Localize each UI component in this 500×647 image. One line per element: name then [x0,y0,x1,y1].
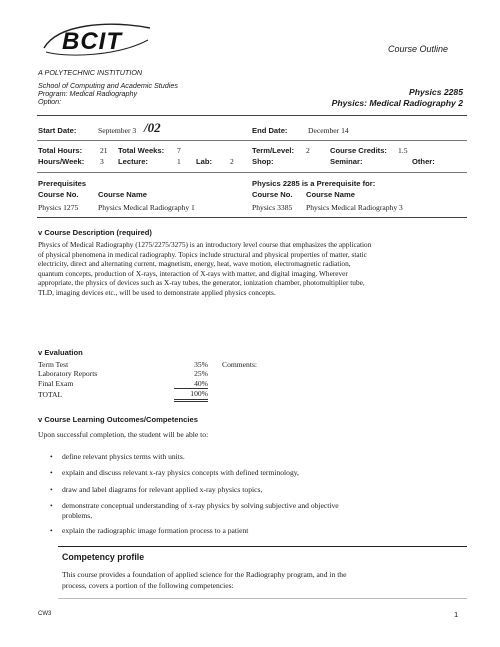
start-date-handwritten: /02 [144,120,161,135]
list-item [50,452,185,462]
competency-heading: Competency profile [62,552,145,562]
description-line: of physical phenomena in medical radiography. Topics include structural and physical properties of matter, static [38,249,367,259]
comments-label: Comments: [222,360,258,369]
start-date-label: Start Date: [38,126,77,135]
prereq-course-name: Physics Medical Radiography 1 [98,203,195,212]
prereq-for-course-name: Physics Medical Radiography 3 [306,203,403,212]
prereq-title: Prerequisites [38,179,87,188]
lab-value: 2 [230,157,234,166]
outcome-text: draw and label diagrams for relevant applied x-ray physics topics, [62,485,263,494]
prereq-bottom-rule [37,217,467,218]
eval-pct: 25% [194,369,208,379]
competency-top-rule [58,546,467,547]
prereq-for-col-no: Course No. [252,190,293,199]
total-hours-label: Total Hours: [38,146,83,155]
prereq-col-no: Course No. [38,190,79,199]
eval-pct: 40% [174,379,208,389]
description-line: appropriate, the physics of devices such as X-ray tubes, the generator, ionization chamber, photomultiplier tube, [38,278,365,288]
outcome-text-cont: problems, [62,511,93,520]
eval-item: Term Test [38,360,69,369]
total-hours-value: 21 [100,146,108,155]
competency-line: process, covers a portion of the following competencies: [62,580,234,590]
bullet-icon: • [50,485,53,494]
header-rule [37,115,467,116]
competency-line: This course provides a foundation of applied science for the Radiography program, and in the [62,570,347,579]
option-line: Option: [38,97,62,106]
course-title: Physics: Medical Radiography 2 [331,98,463,108]
eval-item: TOTAL [38,389,63,399]
description-heading: v Course Description (required) [38,228,152,237]
table-row [38,389,208,400]
prereq-for-course-no: Physics 3385 [252,203,293,212]
program-line: Program: Medical Radiography [38,89,138,98]
eval-item: Laboratory Reports [38,369,98,379]
lab-label: Lab: [196,157,213,166]
shop-label: Shop: [252,157,274,166]
bcit-logo [38,18,158,64]
prereq-for-col-name: Course Name [306,190,355,199]
info-rule [37,140,467,141]
table-row [38,379,208,389]
prereq-course-no: Physics 1275 [38,203,79,212]
outcome-text: demonstrate conceptual understanding of x-ray physics by solving subjective and objective [62,501,339,510]
competency-body [62,570,346,591]
term-value: 2 [306,146,310,155]
description-line: TLD, imaging devices etc., will be used to demonstrate applied physics concepts. [38,287,276,297]
term-label: Term/Level: [252,146,295,155]
school-line: School of Computing and Academic Studies [38,81,178,90]
bullet-icon: • [50,468,53,477]
bullet-icon: • [50,501,53,510]
outcome-text: explain and discuss relevant x-ray physics concepts with defined terminology, [62,468,299,477]
page-number: 1 [454,610,459,619]
list-item [50,501,339,521]
eval-item: Final Exam [38,379,74,389]
outcome-text: explain the radiographic image formation process to a patient [62,526,249,535]
evaluation-table [38,360,208,402]
hours-week-value: 3 [100,157,104,166]
list-item [50,468,299,478]
logo-text: BCIT [62,28,122,55]
doc-type: Course Outline [388,44,449,54]
eval-pct: 35% [194,360,208,369]
bullet-icon: • [50,452,53,461]
lecture-label: Lecture: [118,157,148,166]
eval-pct: 100% [174,389,208,400]
table-row [38,369,208,378]
outcomes-intro: Upon successful completion, the student will be able to: [38,430,209,439]
competency-bottom-rule [58,598,467,599]
other-label: Other: [412,157,435,166]
description-line: quantum concepts, production of X-rays, interaction of X-rays with matter, and digital imaging. Wherever [38,268,348,278]
hours-week-label: Hours/Week: [38,157,85,166]
evaluation-heading: v Evaluation [38,348,83,357]
description-line: electricity, direct and alternating current, magnetism, energy, heat, wave motion, electromagnetic radiation, [38,259,351,269]
description-body [38,240,371,298]
credits-label: Course Credits: [330,146,387,155]
end-date-value: December 14 [308,126,349,135]
bullet-icon: • [50,526,53,535]
outcomes-heading: v Course Learning Outcomes/Competencies [38,415,198,424]
total-weeks-label: Total Weeks: [118,146,165,155]
list-item [50,485,263,495]
prereq-top-rule [37,172,467,173]
course-code: Physics 2285 [409,87,463,97]
end-date-label: End Date: [252,126,288,135]
total-weeks-value: 7 [177,146,181,155]
lecture-value: 1 [177,157,181,166]
credits-value: 1.5 [398,146,408,155]
institution-line: A POLYTECHNIC INSTITUTION [38,68,143,77]
table-row [38,360,208,369]
prereq-col-name: Course Name [98,190,147,199]
seminar-label: Seminar: [330,157,363,166]
list-item [50,526,249,536]
prereq-for-title: Physics 2285 is a Prerequisite for: [252,179,376,188]
outcome-text: define relevant physics terms with units. [62,452,185,461]
description-line: Physics of Medical Radiography (1275/2275/3275) is an introductory level course that emphasizes the application [38,240,372,249]
start-date-value: September 3 [98,126,137,135]
footer-code: CW3 [38,611,52,617]
